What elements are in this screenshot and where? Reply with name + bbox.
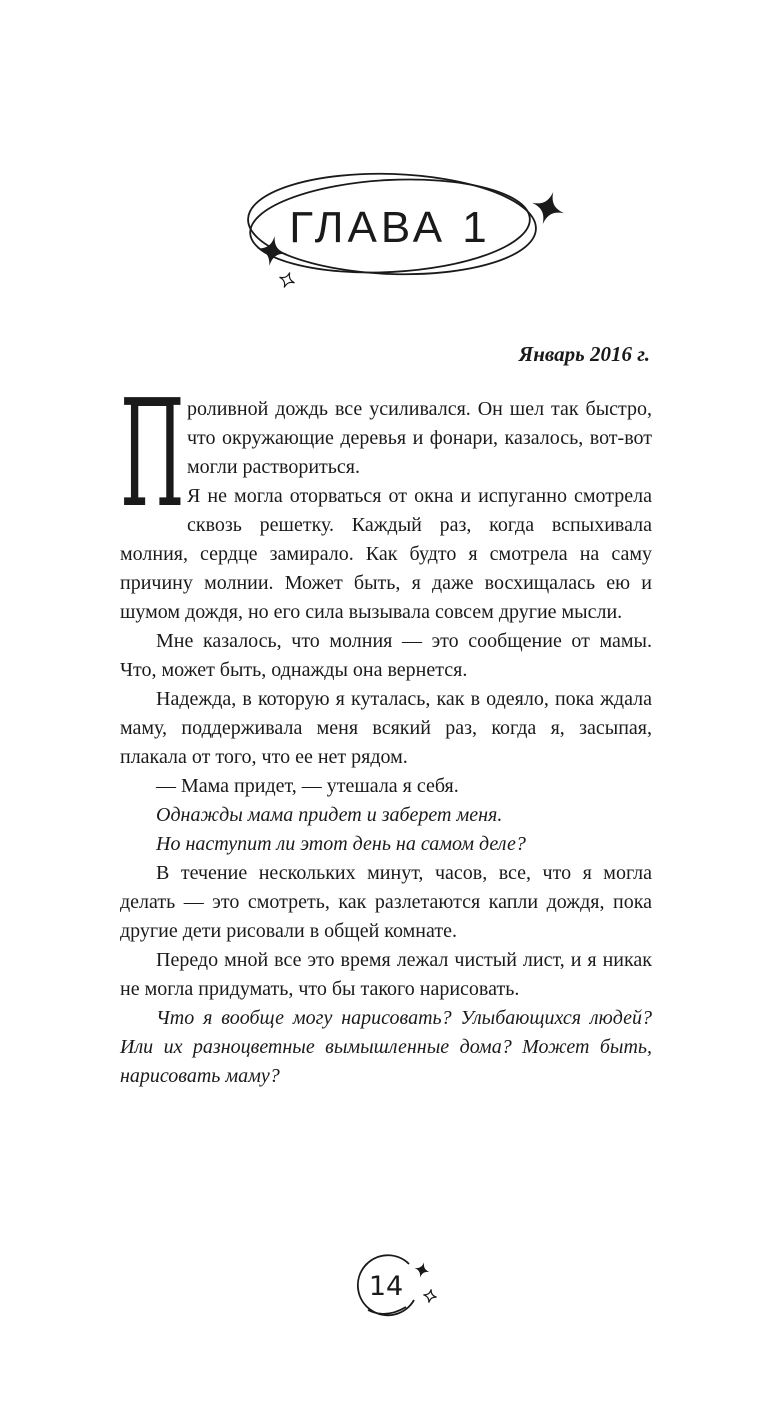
page-number-ornament bbox=[322, 1244, 446, 1334]
drop-cap bbox=[120, 368, 185, 540]
sparkle-icon bbox=[527, 187, 569, 229]
paragraph: Я не могла оторваться от окна и испуганно смотрела сквозь решетку. Каждый раз, когда вспыхивала молния, сердце замирало. Как будто я смотрела на саму причину молнии. Может быть, я даже восхищалась ею и шумом дождя, но его сила вызывала совсем другие мысли. bbox=[120, 485, 652, 623]
page-number: 14 bbox=[368, 1271, 404, 1302]
paragraph: Надежда, в которую я куталась, как в одеяло, пока ждала маму, поддерживала меня всякий раз, когда я, засыпая, плакала от того, что ее нет рядом. bbox=[120, 688, 652, 768]
sparkle-outline-icon bbox=[277, 270, 298, 291]
sparkle-outline-icon bbox=[422, 1288, 438, 1304]
paragraph: — Мама придет, — утешала я себя. bbox=[156, 775, 459, 797]
date-line: Январь 2016 г. bbox=[518, 342, 650, 366]
paragraph: Но наступит ли этот день на самом деле? bbox=[156, 833, 526, 855]
paragraph: Однажды мама придет и заберет меня. bbox=[156, 804, 503, 826]
content-column bbox=[120, 342, 652, 1091]
chapter-title: ГЛАВА 1 bbox=[289, 203, 491, 252]
body-text bbox=[120, 368, 652, 1091]
paragraph: Мне казалось, что молния — это сообщение от мамы. Что, может быть, однажды она вернется. bbox=[120, 630, 652, 681]
paragraph: В течение нескольких минут, часов, все, что я могла делать — это смотреть, как разлетаются капли дождя, пока другие дети рисовали в общей комнате. bbox=[120, 862, 652, 942]
paragraph: Что я вообще могу нарисовать? Улыбающихся людей? Или их разноцветные вымышленные дома? Может быть, нарисовать маму? bbox=[120, 1007, 652, 1087]
paragraph-text: роливной дождь все усиливался. Он шел так быстро, что окружающие деревья и фонари, казалось, вот-вот могли раствориться. bbox=[187, 398, 652, 478]
sparkle-icon bbox=[412, 1260, 432, 1280]
chapter-ornament bbox=[184, 166, 584, 316]
drop-cap-letter: П bbox=[120, 368, 185, 540]
paragraph bbox=[120, 368, 652, 540]
book-page bbox=[0, 166, 768, 1407]
paragraph: Передо мной все это время лежал чистый лист, и я никак не могла придумать, что бы такого нарисовать. bbox=[120, 949, 652, 1000]
